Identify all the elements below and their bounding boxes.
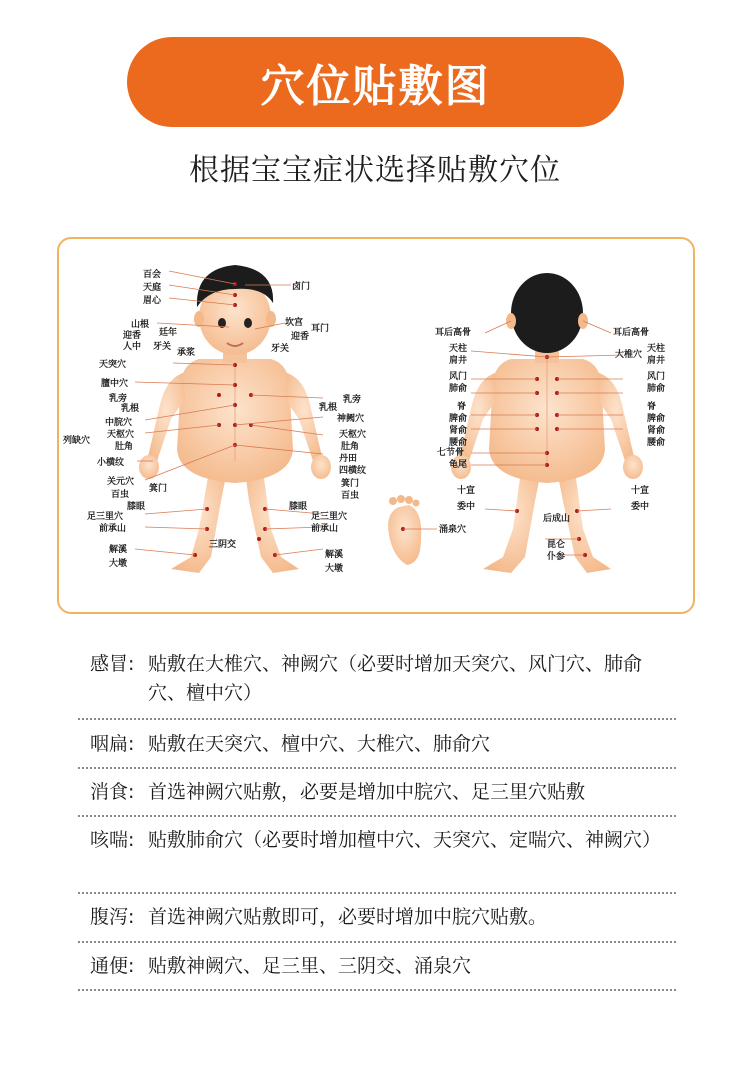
label-ji-left: 脊 — [457, 402, 467, 412]
symptom-row-constipation — [78, 943, 676, 991]
label-jimen-left: 箕门 — [149, 484, 168, 494]
label-kangong: 坎宫 — [285, 318, 304, 328]
label-shixuan-left: 十宣 — [457, 486, 476, 496]
label-dujiao-right: 肚角 — [341, 442, 360, 452]
label-houchengshan: 后成山 — [543, 514, 571, 524]
label-yongquan: 涌泉穴 — [439, 525, 467, 535]
label-erhougaogu-left: 耳后高骨 — [435, 328, 472, 338]
label-xiaohengwen: 小横纹 — [97, 458, 125, 468]
title-banner — [127, 37, 624, 127]
label-sihengwen: 四横纹 — [339, 466, 367, 476]
label-zhongwan: 中脘穴 — [105, 418, 133, 428]
label-tianzhu-left: 天柱 — [449, 344, 468, 354]
label-weizhong-left: 委中 — [457, 502, 476, 512]
symptom-row-cough — [78, 817, 676, 894]
label-dadun-left: 大墩 — [109, 559, 128, 569]
label-zusanli-right: 足三里穴 — [311, 512, 348, 522]
label-guanyuan: 关元穴 — [107, 477, 135, 487]
label-pishu-right: 脾俞 — [647, 414, 666, 424]
label-yingxiang: 迎香 — [123, 331, 142, 341]
symptom-row-diarrhea — [78, 894, 676, 943]
symptom-row-cold — [78, 642, 676, 720]
label-rugen-left: 乳根 — [121, 404, 140, 414]
label-fengmen-right: 风门 — [647, 372, 666, 382]
label-jiexi-left: 解溪 — [109, 545, 128, 555]
label-baichong-left: 百虫 — [111, 490, 130, 500]
label-guiwei: 龟尾 — [449, 460, 468, 470]
label-rugen-right: 乳根 — [319, 403, 338, 413]
label-rupang-right: 乳旁 — [343, 395, 362, 405]
page-title: 穴位贴敷图 — [260, 61, 491, 112]
label-yingxiang-right: 迎香 — [291, 332, 310, 342]
label-tianshu-right: 天枢穴 — [339, 430, 367, 440]
label-xiyan-left: 膝眼 — [127, 502, 146, 512]
foot-sole-figure — [388, 495, 466, 565]
symptom-name: 腹泻: — [90, 906, 135, 928]
label-qianchengshan-right: 前承山 — [311, 524, 339, 534]
symptom-row-digestion — [78, 769, 676, 817]
label-erhougaogu-right: 耳后高骨 — [613, 328, 650, 338]
label-dantian: 丹田 — [339, 454, 358, 464]
label-lieque: 列缺穴 — [63, 436, 91, 446]
label-shenque: 神阙穴 — [337, 414, 365, 424]
label-ermen: 耳门 — [311, 324, 330, 334]
label-baichong-right: 百虫 — [341, 491, 360, 501]
label-dazhui: 大椎穴 — [615, 350, 643, 360]
acupoint-figure — [59, 239, 693, 612]
label-qijiegu: 七节骨 — [437, 448, 465, 458]
label-shangen: 山根 — [131, 320, 150, 330]
symptom-text: 首选神阙穴贴敷即可，必要时增加中脘穴贴敷。 — [148, 906, 548, 928]
symptom-text: 首选神阙穴贴敷，必要是增加中脘穴、足三里穴贴敷 — [148, 781, 586, 803]
label-rupang-left: 乳旁 — [109, 394, 128, 404]
symptom-text: 贴敷肺俞穴（必要时增加檀中穴、天突穴、定喘穴、神阙穴） — [148, 829, 662, 851]
label-feishu-right: 肺俞 — [647, 384, 666, 394]
label-pucan: 仆参 — [547, 552, 566, 562]
label-feishu-left: 肺俞 — [449, 384, 468, 394]
label-yaoshu-left: 腰俞 — [449, 438, 468, 448]
label-yaguan-right: 牙关 — [271, 344, 290, 354]
symptom-row-throat — [78, 720, 676, 769]
label-shenshu-left: 肾俞 — [449, 426, 468, 436]
label-qianchengshan-left: 前承山 — [99, 524, 127, 534]
symptom-text: 贴敷在大椎穴、神阙穴（必要时增加天突穴、风门穴、肺俞穴、檀中穴） — [148, 653, 643, 704]
label-dujiao-left: 肚角 — [115, 442, 134, 452]
page-subtitle: 根据宝宝症状选择贴敷穴位 — [189, 153, 561, 188]
label-ji-right: 脊 — [647, 402, 657, 412]
symptom-name: 咳喘: — [90, 829, 135, 851]
symptom-text: 贴敷神阙穴、足三里、三阴交、涌泉穴 — [148, 955, 472, 977]
label-xinmen: 卤门 — [292, 282, 311, 292]
symptom-name: 消食: — [90, 781, 135, 803]
label-fengmen-left: 风门 — [449, 372, 468, 382]
label-sanyinjiao: 三阴交 — [209, 540, 237, 550]
label-tingnian: 廷年 — [159, 328, 178, 338]
label-chengjiang: 承浆 — [177, 348, 196, 358]
acupoint-diagram — [57, 237, 695, 614]
label-yaguan-left: 牙关 — [153, 342, 172, 352]
label-tianshu-left: 天枢穴 — [107, 430, 135, 440]
label-kunlun: 昆仑 — [547, 540, 566, 550]
label-jianjing-left: 肩井 — [449, 356, 468, 366]
symptom-name: 通便: — [90, 955, 135, 977]
label-jianjing-right: 肩井 — [647, 356, 666, 366]
label-meixin: 眉心 — [143, 296, 162, 306]
label-tianting: 天庭 — [143, 283, 162, 293]
label-xiyan-right: 膝眼 — [289, 502, 308, 512]
label-jiexi-right: 解溪 — [325, 550, 344, 560]
label-zusanli-left: 足三里穴 — [87, 512, 124, 522]
label-pishu-left: 脾俞 — [449, 414, 468, 424]
label-shenshu-right: 肾俞 — [647, 426, 666, 436]
label-tiantu: 天突穴 — [99, 360, 127, 370]
symptom-list — [78, 642, 676, 991]
label-weizhong-right: 委中 — [631, 502, 650, 512]
label-shixuan-right: 十宣 — [631, 486, 650, 496]
label-tianzhu-right: 天柱 — [647, 344, 666, 354]
label-yaoshu-right: 腰俞 — [647, 438, 666, 448]
back-body-figure — [451, 273, 643, 573]
label-baihui: 百会 — [143, 270, 162, 280]
label-tanzhong: 膻中穴 — [101, 379, 129, 389]
symptom-name: 感冒: — [90, 653, 135, 675]
label-renzhong: 人中 — [123, 342, 142, 352]
symptom-text: 贴敷在天突穴、檀中穴、大椎穴、肺俞穴 — [148, 733, 491, 755]
symptom-name: 咽扁: — [90, 733, 135, 755]
label-jimen-right: 箕门 — [341, 479, 360, 489]
label-dadun-right: 大墩 — [325, 564, 344, 574]
